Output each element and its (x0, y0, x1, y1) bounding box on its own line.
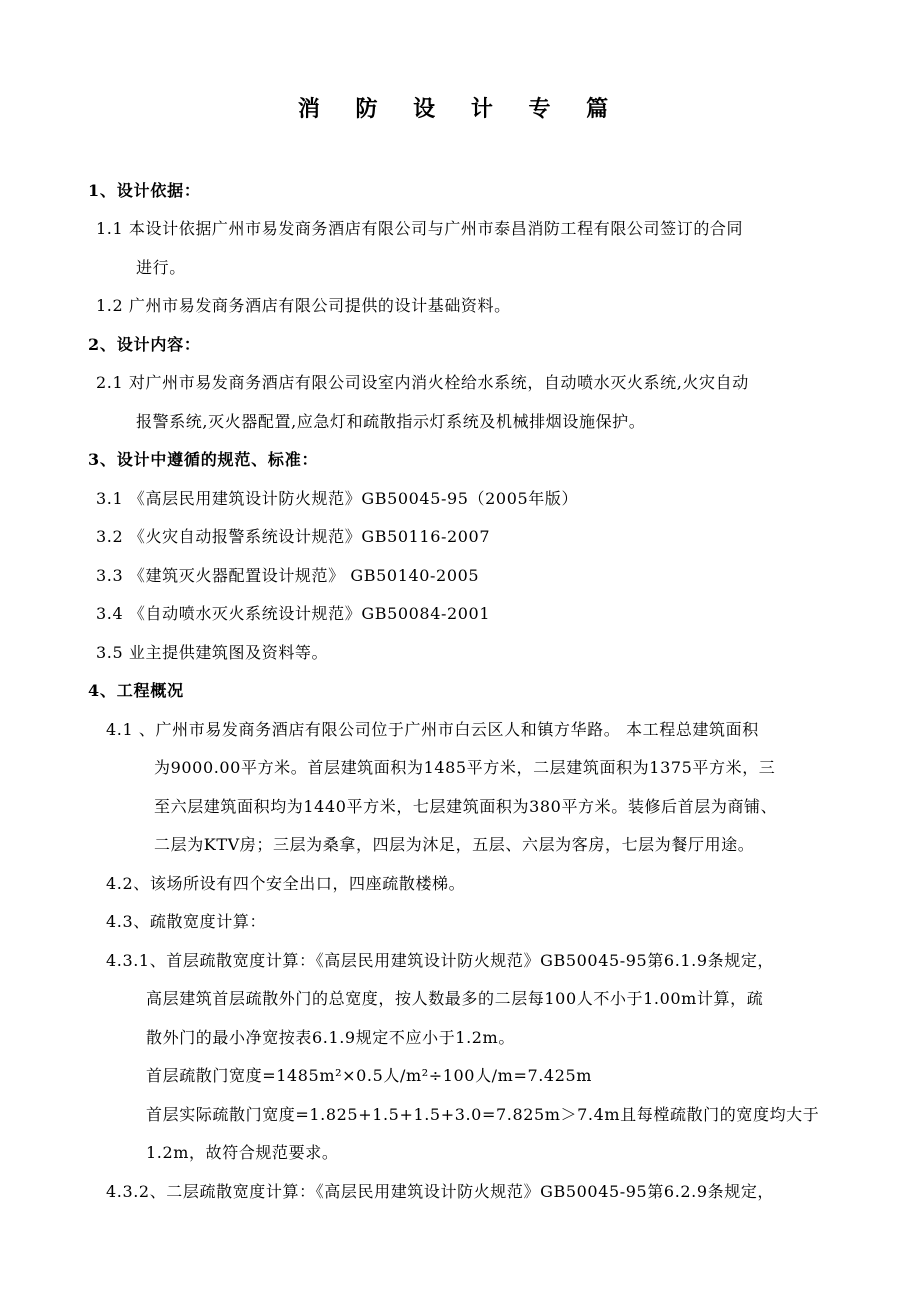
paragraph-3-3: 3.3 《建筑灭火器配置设计规范》 GB50140-2005 (96, 566, 480, 585)
paragraph-3-5: 3.5 业主提供建筑图及资料等。 (96, 643, 329, 662)
paragraph-2-1: 2.1 对广州市易发商务酒店有限公司设室内消火栓给水系统，自动喷水灭火系统,火灾自动 (96, 373, 749, 392)
paragraph-4-3: 4.3、疏散宽度计算： (106, 912, 267, 931)
paragraph-4-3-1: 4.3.1、首层疏散宽度计算：《高层民用建筑设计防火规范》GB50045-95第6.1.9条规定， (106, 951, 775, 970)
paragraph-4-3-1-cont-2: 散外门的最小净宽按表6.1.9规定不应小于1.2m。 (146, 1028, 515, 1047)
paragraph-4-3-2: 4.3.2、二层疏散宽度计算：《高层民用建筑设计防火规范》GB50045-95第6.2.9条规定， (106, 1182, 775, 1201)
paragraph-4-2: 4.2、该场所设有四个安全出口，四座疏散楼梯。 (106, 874, 466, 893)
paragraph-4-1-cont-2: 至六层建筑面积均为1440平方米，七层建筑面积为380平方米。装修后首层为商铺、 (154, 797, 778, 816)
formula-first-floor-actual-width: 首层实际疏散门宽度=1.825+1.5+1.5+3.0=7.825m＞7.4m且每樘疏散门的宽度均大于 (146, 1105, 820, 1124)
paragraph-3-1: 3.1 《高层民用建筑设计防火规范》GB50045-95（2005年版） (96, 489, 579, 508)
paragraph-4-1-cont-3: 二层为KTV房；三层为桑拿，四层为沐足，五层、六层为客房，七层为餐厅用途。 (154, 835, 755, 854)
paragraph-1-1-cont: 进行。 (136, 258, 186, 277)
paragraph-3-2: 3.2 《火灾自动报警系统设计规范》GB50116-2007 (96, 527, 491, 546)
document-title: 消 防 设 计 专 篇 (297, 96, 623, 122)
formula-first-floor-width: 首层疏散门宽度=1485m²×0.5人/m²÷100人/m=7.425m (146, 1066, 593, 1085)
paragraph-4-1-cont-1: 为9000.00平方米。首层建筑面积为1485平方米，二层建筑面积为1375平方米，三 (154, 758, 776, 777)
paragraph-4-3-1-cont-1: 高层建筑首层疏散外门的总宽度，按人数最多的二层每100人不小于1.00m计算，疏 (146, 989, 764, 1008)
paragraph-1-2: 1.2 广州市易发商务酒店有限公司提供的设计基础资料。 (96, 296, 511, 315)
paragraph-3-4: 3.4 《自动喷水灭火系统设计规范》GB50084-2001 (96, 604, 491, 623)
formula-first-floor-conclusion: 1.2m，故符合规范要求。 (146, 1143, 339, 1162)
section-2-heading: 2、设计内容： (88, 335, 201, 354)
section-4-heading: 4、工程概况 (88, 681, 184, 700)
paragraph-4-1: 4.1 、广州市易发商务酒店有限公司位于广州市白云区人和镇方华路。 本工程总建筑面积 (106, 720, 759, 739)
paragraph-2-1-cont: 报警系统,灭火器配置,应急灯和疏散指示灯系统及机械排烟设施保护。 (136, 412, 646, 431)
section-3-heading: 3、设计中遵循的规范、标准： (88, 450, 319, 469)
paragraph-1-1: 1.1 本设计依据广州市易发商务酒店有限公司与广州市泰昌消防工程有限公司签订的合同 (96, 219, 744, 238)
section-1-heading: 1、设计依据： (88, 181, 201, 200)
